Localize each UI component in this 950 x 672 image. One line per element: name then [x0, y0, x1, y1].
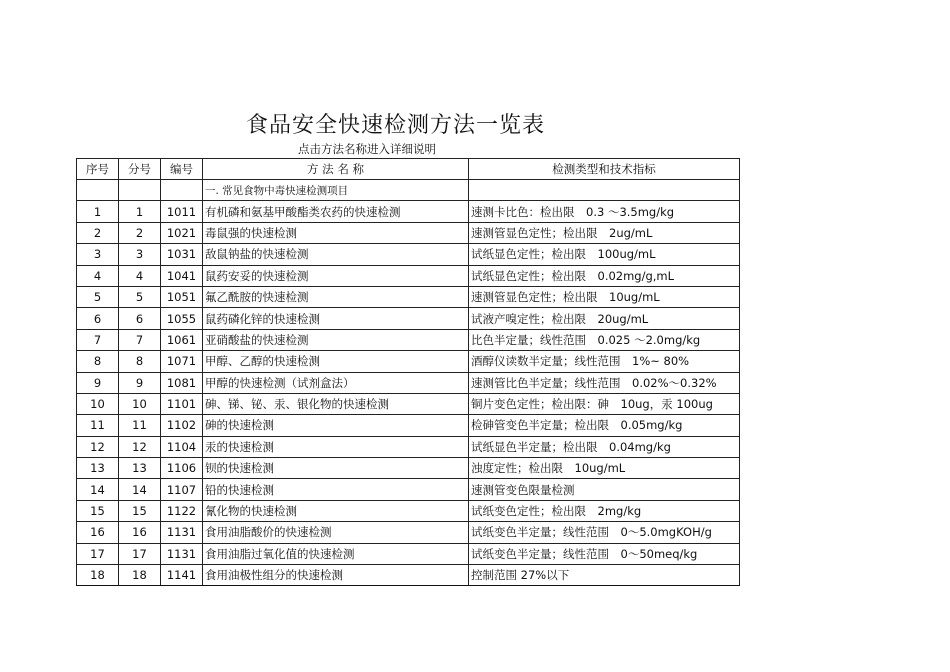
- method-spec: 速测管比色半定量；线性范围 0.02%～0.32%: [469, 372, 740, 393]
- section-title: 一. 常见食物中毒快速检测项目: [203, 180, 469, 201]
- method-spec: 试液产嗅定性；检出限 20ug/mL: [469, 308, 740, 329]
- row-code: 1131: [161, 522, 203, 543]
- row-seq: 6: [77, 308, 119, 329]
- row-code: 1122: [161, 500, 203, 521]
- table-row: [77, 265, 740, 286]
- method-spec: 检砷管变色半定量；检出限 0.05mg/kg: [469, 415, 740, 436]
- row-seq: 11: [77, 415, 119, 436]
- method-spec: 比色半定量；线性范围 0.025 ～2.0mg/kg: [469, 329, 740, 350]
- table-row: [77, 308, 740, 329]
- row-sub: 10: [119, 393, 161, 414]
- row-code: 1031: [161, 244, 203, 265]
- table-row: [77, 436, 740, 457]
- method-name-link[interactable]: 鼠药安妥的快速检测: [203, 265, 469, 286]
- header-seq: 序号: [77, 159, 119, 180]
- row-code: 1141: [161, 565, 203, 586]
- row-code: 1104: [161, 436, 203, 457]
- table-row: [77, 351, 740, 372]
- row-seq: 16: [77, 522, 119, 543]
- method-name-link[interactable]: 有机磷和氨基甲酸酯类农药的快速检测: [203, 201, 469, 222]
- method-spec: 试纸显色半定量；检出限 0.04mg/kg: [469, 436, 740, 457]
- table-row: [77, 522, 740, 543]
- table-row: [77, 329, 740, 350]
- row-sub: 15: [119, 500, 161, 521]
- row-seq: 2: [77, 222, 119, 243]
- row-code: 1011: [161, 201, 203, 222]
- row-code: 1021: [161, 222, 203, 243]
- method-spec: 速测卡比色：检出限 0.3 ～3.5mg/kg: [469, 201, 740, 222]
- method-name-link[interactable]: 亚硝酸盐的快速检测: [203, 329, 469, 350]
- row-code: 1101: [161, 393, 203, 414]
- table-row: [77, 415, 740, 436]
- method-spec: 试纸显色定性；检出限 0.02mg/g,mL: [469, 265, 740, 286]
- row-sub: 12: [119, 436, 161, 457]
- method-spec: 试纸变色定性；检出限 2mg/kg: [469, 500, 740, 521]
- method-spec: 控制范围 27%以下: [469, 565, 740, 586]
- table-row: [77, 393, 740, 414]
- row-sub: 18: [119, 565, 161, 586]
- table-row: [77, 222, 740, 243]
- method-name-link[interactable]: 食用油脂过氧化值的快速检测: [203, 543, 469, 564]
- table-row: [77, 286, 740, 307]
- row-code: 1081: [161, 372, 203, 393]
- row-seq: 15: [77, 500, 119, 521]
- method-spec: 速测管显色定性；检出限 2ug/mL: [469, 222, 740, 243]
- method-spec: 试纸显色定性；检出限 100ug/mL: [469, 244, 740, 265]
- table-row: [77, 500, 740, 521]
- method-spec: 速测管显色定性；检出限 10ug/mL: [469, 286, 740, 307]
- method-name-link[interactable]: 氟乙酰胺的快速检测: [203, 286, 469, 307]
- method-spec: 浊度定性；检出限 10ug/mL: [469, 458, 740, 479]
- row-code: 1055: [161, 308, 203, 329]
- header-sub: 分号: [119, 159, 161, 180]
- table-row: [77, 372, 740, 393]
- row-sub: 4: [119, 265, 161, 286]
- table-row: [77, 458, 740, 479]
- row-seq: 9: [77, 372, 119, 393]
- method-spec: 酒醇仪读数半定量；线性范围 1%~ 80%: [469, 351, 740, 372]
- method-name-link[interactable]: 砷的快速检测: [203, 415, 469, 436]
- document-title: 食品安全快速检测方法一览表: [246, 113, 546, 138]
- row-code: 1102: [161, 415, 203, 436]
- table-row: [77, 543, 740, 564]
- table-header-row: [77, 159, 740, 180]
- method-name-link[interactable]: 食用油脂酸价的快速检测: [203, 522, 469, 543]
- row-sub: 8: [119, 351, 161, 372]
- row-sub: 13: [119, 458, 161, 479]
- row-sub: 5: [119, 286, 161, 307]
- row-sub: 11: [119, 415, 161, 436]
- row-code: 1107: [161, 479, 203, 500]
- row-code: 1051: [161, 286, 203, 307]
- row-sub: 2: [119, 222, 161, 243]
- row-seq: 4: [77, 265, 119, 286]
- row-sub: 7: [119, 329, 161, 350]
- row-seq: 3: [77, 244, 119, 265]
- row-seq: 18: [77, 565, 119, 586]
- row-seq: 8: [77, 351, 119, 372]
- row-code: 1061: [161, 329, 203, 350]
- method-name-link[interactable]: 钡的快速检测: [203, 458, 469, 479]
- method-name-link[interactable]: 氰化物的快速检测: [203, 500, 469, 521]
- header-method: 方 法 名 称: [203, 159, 469, 180]
- method-name-link[interactable]: 砷、锑、铋、汞、银化物的快速检测: [203, 393, 469, 414]
- method-name-link[interactable]: 毒鼠强的快速检测: [203, 222, 469, 243]
- method-name-link[interactable]: 甲醇、乙醇的快速检测: [203, 351, 469, 372]
- row-seq: 7: [77, 329, 119, 350]
- method-spec: 速测管变色限量检测: [469, 479, 740, 500]
- row-seq: 12: [77, 436, 119, 457]
- method-name-link[interactable]: 敌鼠钠盐的快速检测: [203, 244, 469, 265]
- row-sub: 16: [119, 522, 161, 543]
- row-seq: 10: [77, 393, 119, 414]
- method-spec: 试纸变色半定量；线性范围 0～50meq/kg: [469, 543, 740, 564]
- row-sub: 14: [119, 479, 161, 500]
- method-name-link[interactable]: 食用油极性组分的快速检测: [203, 565, 469, 586]
- table-row: [77, 479, 740, 500]
- table-row: [77, 565, 740, 586]
- table-row: [77, 244, 740, 265]
- method-name-link[interactable]: 铅的快速检测: [203, 479, 469, 500]
- methods-table: [76, 158, 740, 586]
- section-row: [77, 180, 740, 201]
- row-code: 1131: [161, 543, 203, 564]
- method-name-link[interactable]: 甲醇的快速检测（试剂盒法）: [203, 372, 469, 393]
- header-spec: 检测类型和技术指标: [469, 159, 740, 180]
- method-name-link[interactable]: 汞的快速检测: [203, 436, 469, 457]
- row-sub: 3: [119, 244, 161, 265]
- row-code: 1041: [161, 265, 203, 286]
- row-seq: 14: [77, 479, 119, 500]
- row-seq: 5: [77, 286, 119, 307]
- row-seq: 1: [77, 201, 119, 222]
- row-sub: 9: [119, 372, 161, 393]
- method-spec: 试纸变色半定量；线性范围 0～5.0mgKOH/g: [469, 522, 740, 543]
- header-code: 编号: [161, 159, 203, 180]
- row-sub: 6: [119, 308, 161, 329]
- method-spec: 铜片变色定性；检出限：砷 10ug，汞 100ug: [469, 393, 740, 414]
- row-seq: 13: [77, 458, 119, 479]
- row-code: 1106: [161, 458, 203, 479]
- table-row: [77, 201, 740, 222]
- method-name-link[interactable]: 鼠药磷化锌的快速检测: [203, 308, 469, 329]
- row-sub: 17: [119, 543, 161, 564]
- row-code: 1071: [161, 351, 203, 372]
- row-sub: 1: [119, 201, 161, 222]
- document-subtitle: 点击方法名称进入详细说明: [298, 142, 436, 156]
- row-seq: 17: [77, 543, 119, 564]
